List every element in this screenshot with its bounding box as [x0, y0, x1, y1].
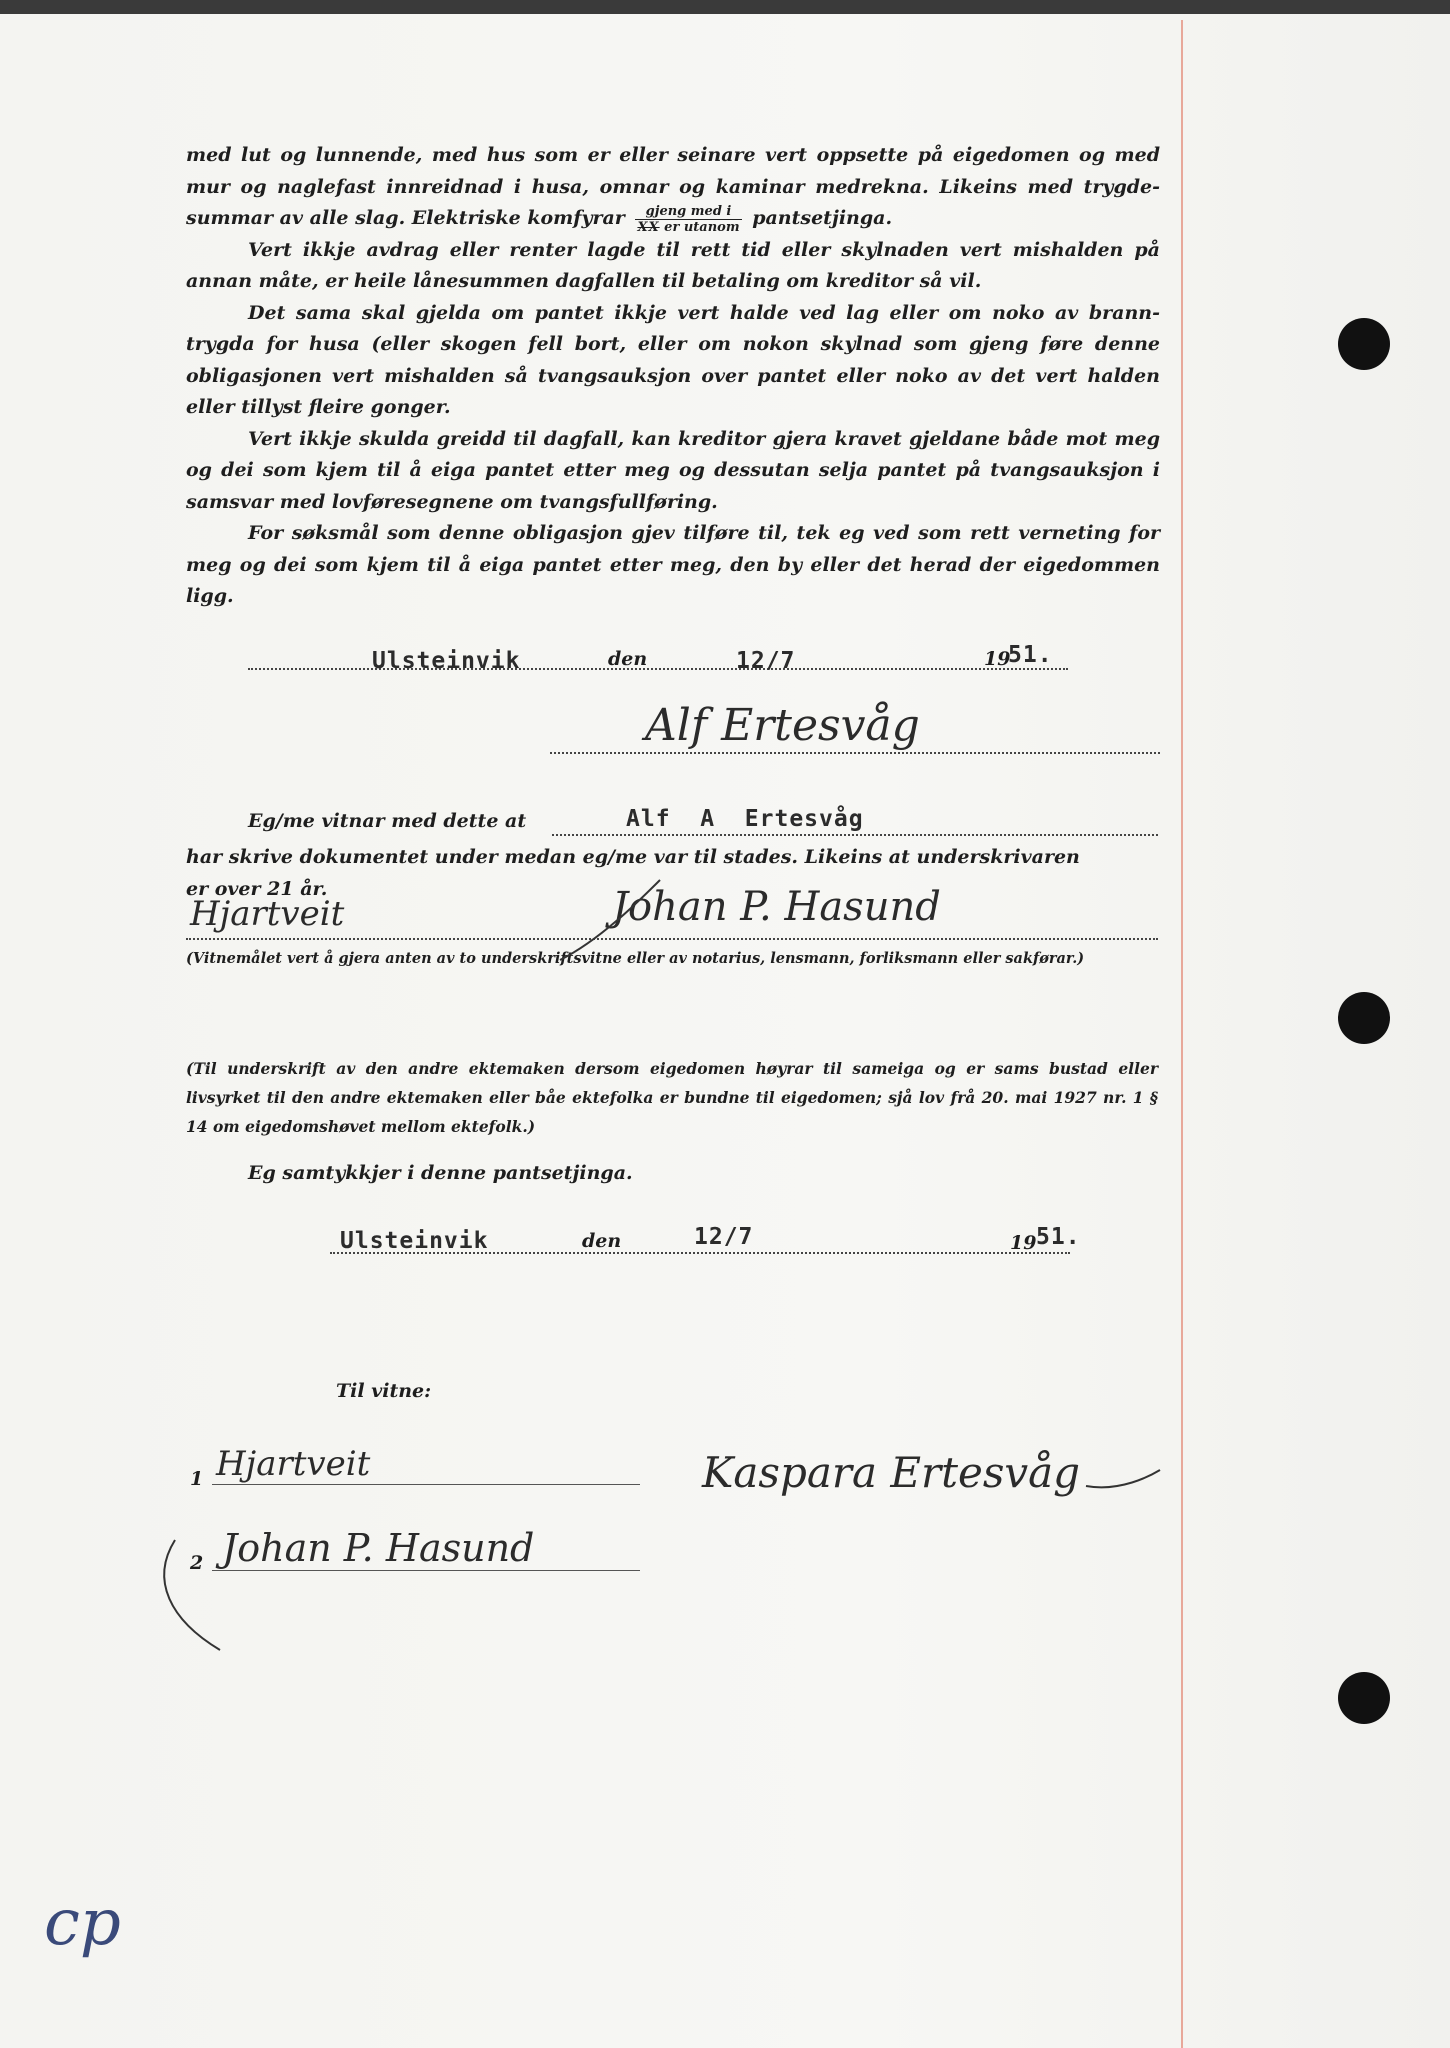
margin-initials: cp: [44, 1886, 121, 1960]
struck-text: XX: [637, 219, 660, 235]
date-1: 12/7: [736, 648, 796, 674]
witness-signature-1: Hjartveit: [190, 894, 345, 934]
til-vitne-signature-1: Hjartveit: [216, 1444, 371, 1484]
witness-line-2: har skrive dokumentet under medan eg/me var til stades. Likeins at underskrivaren: [186, 846, 1080, 868]
fraction-denominator-text: er utanom: [664, 219, 740, 235]
paragraph-enforcement: Vert ikkje skulda greidd til dagfall, kan kreditor gjera kravet gjeldane både mot meg og dei som kjem til å eiga pantet etter meg og dessutan selja pantet på tvangsauksjon i samsvar med lovføresegnene om tvangsfullføring.: [186, 427, 1160, 513]
witness-note: (Vitnemålet vert å gjera anten av to underskriftsvitne eller av notarius, lensmann, forliksmann eller sakførar.): [186, 950, 1085, 967]
witness-line-3: er over 21 år.: [186, 878, 328, 900]
witness-number-2: 2: [190, 1552, 204, 1574]
year-suffix-1: 51.: [1008, 642, 1053, 668]
paragraph-property-text: med lut og lunnende, med hus som er eller seinare vert oppsette på eigedomen og med mur og naglefast innreidnad i husa, omnar og kaminar medrekna. Likeins med trygdesummar av alle slag. Elektriske komfyrar: [186, 144, 1160, 229]
paragraph-insurance: Det sama skal gjelda om pantet ikkje vert halde ved lag eller om noko av branntrygda for husa (eller skogen fell bort, eller om nokon skylnad som gjeng føre denne obligasjonen vert mishalden så tvangsauksjon over pantet eller noko av det vert halden eller tillyst fleire gonger.: [186, 301, 1160, 418]
place-1: Ulsteinvik: [372, 648, 521, 674]
spouse-consent: Eg samtykkjer i denne pantsetjinga.: [248, 1162, 633, 1184]
typed-debtor-name: Alf A Ertesvåg: [626, 806, 864, 832]
paragraph-property-end: pantsetjinga.: [752, 207, 893, 229]
year-prefix-2: 19: [1010, 1232, 1037, 1254]
paragraph-default: Vert ikkje avdrag eller renter lagde til rett tid eller skylnaden vert mishalden på annan måte, er heile lånesummen dagfallen til betaling om kreditor så vil.: [186, 238, 1160, 292]
spouse-signature: Kaspara Ertesvåg: [702, 1448, 1081, 1497]
debtor-signature: Alf Ertesvåg: [645, 700, 920, 751]
witness-lead: Eg/me vitnar med dette at: [248, 810, 527, 832]
witness-signature-2: Johan P. Hasund: [612, 884, 941, 930]
year-prefix-1: 19: [984, 648, 1011, 670]
place-2: Ulsteinvik: [340, 1228, 489, 1254]
paragraph-venue: For søksmål som denne obligasjon gjev tilføre til, tek eg ved som rett verneting for meg og dei som kjem til å eiga pantet etter meg, den by eller det herad der eigedommen ligg.: [186, 522, 1160, 607]
fraction-numerator: gjeng med i: [635, 204, 741, 220]
witness-number-1: 1: [190, 1468, 204, 1490]
year-suffix-2: 51.: [1036, 1224, 1081, 1250]
til-vitne-signature-2: Johan P. Hasund: [222, 1526, 535, 1570]
spouse-note: (Til underskrift av den andre ektemaken dersom eigedomen høyrar til sameiga og er sams bustad eller livsyrket til den andre ektemaken eller båe ektefolka er bundne til eigedomen; sjå lov frå 20. mai 1927 nr. 1 § 14 om eigedomshøvet mellom ektefolk.): [186, 1059, 1158, 1136]
til-vitne-label: Til vitne:: [336, 1380, 432, 1402]
den-label-1: den: [608, 648, 648, 670]
den-label-2: den: [582, 1230, 622, 1252]
date-2: 12/7: [694, 1224, 754, 1250]
